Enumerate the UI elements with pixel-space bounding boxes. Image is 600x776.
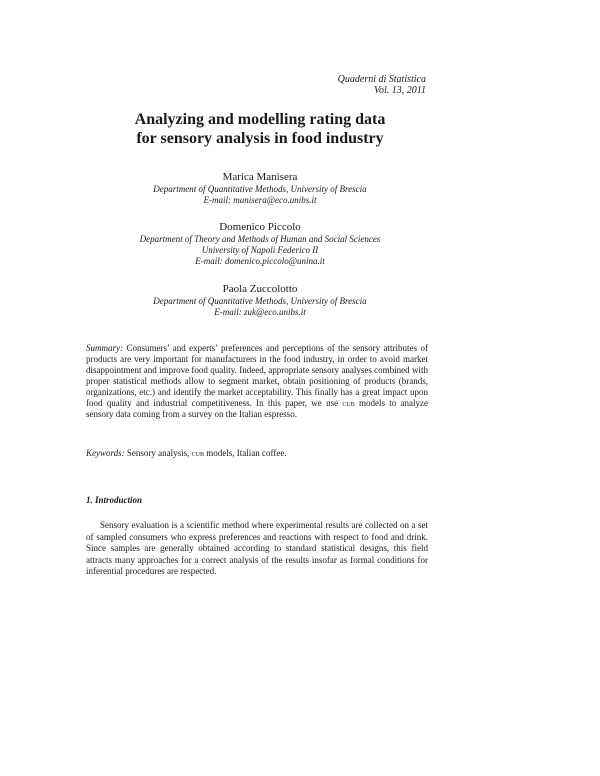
keywords-text-a: Sensory analysis, [126, 448, 190, 458]
author-email: E-mail: zuk@eco.unibs.it [214, 307, 306, 317]
keywords-label: Keywords: [86, 448, 125, 458]
keywords-cub: cub [191, 448, 205, 458]
author-affiliation: Department of Theory and Methods of Human and Social Sciences [139, 234, 381, 244]
author-affiliation-2: University of Napoli Federico II [201, 245, 319, 255]
author-block-2 [0, 221, 520, 267]
author-email: E-mail: manisera@eco.unibs.it [203, 195, 317, 205]
author-block-3 [0, 283, 520, 318]
summary-text-b: models to analyze sensory data coming from a survey on the Italian espresso. [86, 398, 429, 419]
author-affiliation: Department of Quantitative Methods, University of Brescia [153, 296, 367, 306]
title-line-1: Analyzing and modelling rating data [134, 111, 386, 128]
summary-cub: cub [342, 398, 355, 408]
keywords [86, 448, 428, 459]
keywords-text-b: models, Italian coffee. [206, 448, 287, 458]
title-line-2: for sensory analysis in food industry [136, 130, 384, 147]
author-name: Marica Manisera [222, 171, 298, 183]
journal-header [338, 74, 426, 96]
abstract-summary [86, 343, 428, 420]
author-block-1 [0, 171, 520, 206]
journal-name: Quaderni di Statistica [337, 74, 426, 85]
intro-paragraph: Sensory evaluation is a scientific method where experimental results are collected on a set of sampled consumers who express preferences and reactions with respect to food and drink. Since samples are generally obtained according to standard statistical designs, this field attracts many approaches for a correct analysis of the results insofar as formal conditions for inferential procedures are respected. [86, 520, 428, 576]
section-heading: 1. Introduction [86, 495, 143, 505]
author-email: E-mail: domenico.piccolo@unina.it [195, 256, 325, 266]
journal-volume: Vol. 13, 2011 [373, 85, 426, 96]
author-name: Paola Zuccolotto [222, 283, 298, 295]
author-affiliation: Department of Quantitative Methods, University of Brescia [153, 184, 367, 194]
paper-title [0, 110, 520, 148]
author-name: Domenico Piccolo [219, 221, 301, 233]
summary-text-a: Consumers’ and experts’ preferences and perceptions of the sensory attributes of products are very important for manufacturers in the food industry, in order to avoid market disappointment and improve food quality. Indeed, appropriate sensory analyses combined with proper statistical methods allow to segment market, obtain positioning of products (brands, organizations, etc.) and identify the market acceptability. This finally has a great impact upon food quality and industrial competitiveness. In this paper, we use [86, 343, 428, 408]
summary-label: Summary: [86, 343, 123, 353]
